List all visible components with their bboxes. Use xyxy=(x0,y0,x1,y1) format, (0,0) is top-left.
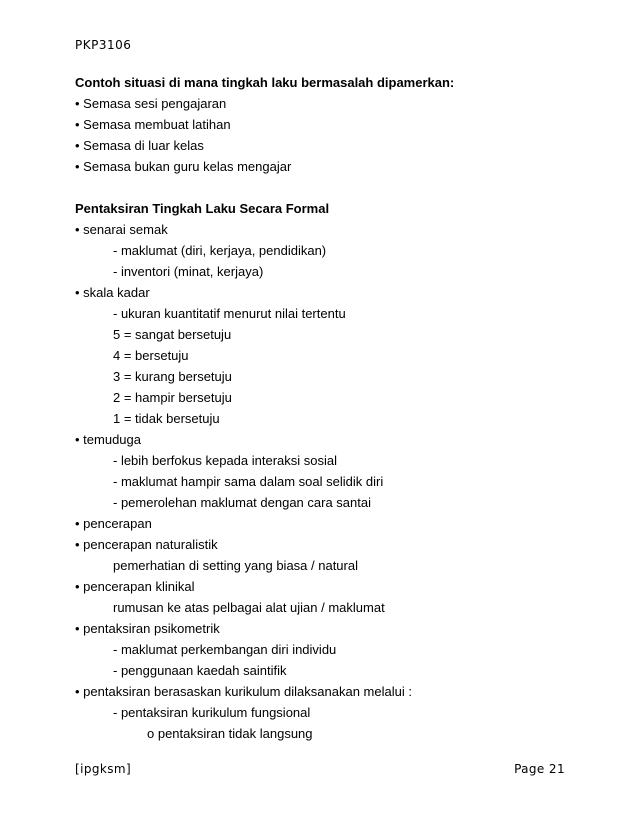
list-subitem: - penggunaan kaedah saintifik xyxy=(113,663,287,678)
page-footer xyxy=(75,762,565,776)
list-item: • temuduga xyxy=(75,432,141,447)
list-item: • Semasa membuat latihan xyxy=(75,117,231,132)
list-item: • pencerapan xyxy=(75,516,152,531)
list-subitem: - ukuran kuantitatif menurut nilai tertentu xyxy=(113,306,346,321)
list-subitem: - pemerolehan maklumat dengan cara santai xyxy=(113,495,371,510)
spacer xyxy=(75,177,575,198)
list-item: • pencerapan klinikal xyxy=(75,579,195,594)
list-subitem: - lebih berfokus kepada interaksi sosial xyxy=(113,453,338,468)
page-header-code: PKP3106 xyxy=(75,38,132,52)
list-subitem: 4 = bersetuju xyxy=(113,348,189,363)
list-item: • Semasa bukan guru kelas mengajar xyxy=(75,159,292,174)
list-subitem: rumusan ke atas pelbagai alat ujian / maklumat xyxy=(113,600,385,615)
list-subitem: - maklumat perkembangan diri individu xyxy=(113,642,337,657)
list-item: • Semasa sesi pengajaran xyxy=(75,96,227,111)
list-subitem: - inventori (minat, kerjaya) xyxy=(113,264,264,279)
list-item: • pencerapan naturalistik xyxy=(75,537,218,552)
list-subsubitem: o pentaksiran tidak langsung xyxy=(147,726,313,741)
list-subitem: - pentaksiran kurikulum fungsional xyxy=(113,705,311,720)
document-body xyxy=(75,72,575,744)
list-subitem: - maklumat hampir sama dalam soal selidik diri xyxy=(113,474,384,489)
list-item: • pentaksiran psikometrik xyxy=(75,621,220,636)
list-item: • Semasa di luar kelas xyxy=(75,138,204,153)
list-item: • pentaksiran berasaskan kurikulum dilaksanakan melalui : xyxy=(75,684,412,699)
footer-left-label: [ipgksm] xyxy=(75,762,132,776)
page-number: Page 21 xyxy=(514,762,565,776)
list-subitem: 3 = kurang bersetuju xyxy=(113,369,232,384)
section-heading-formal-assessment: Pentaksiran Tingkah Laku Secara Formal xyxy=(75,201,330,216)
list-subitem: 1 = tidak bersetuju xyxy=(113,411,220,426)
list-subitem: 5 = sangat bersetuju xyxy=(113,327,232,342)
list-subitem: - maklumat (diri, kerjaya, pendidikan) xyxy=(113,243,327,258)
list-subitem: pemerhatian di setting yang biasa / natural xyxy=(113,558,358,573)
list-subitem: 2 = hampir bersetuju xyxy=(113,390,232,405)
section-heading-situations: Contoh situasi di mana tingkah laku bermasalah dipamerkan: xyxy=(75,75,455,90)
list-item: • senarai semak xyxy=(75,222,168,237)
list-item: • skala kadar xyxy=(75,285,150,300)
